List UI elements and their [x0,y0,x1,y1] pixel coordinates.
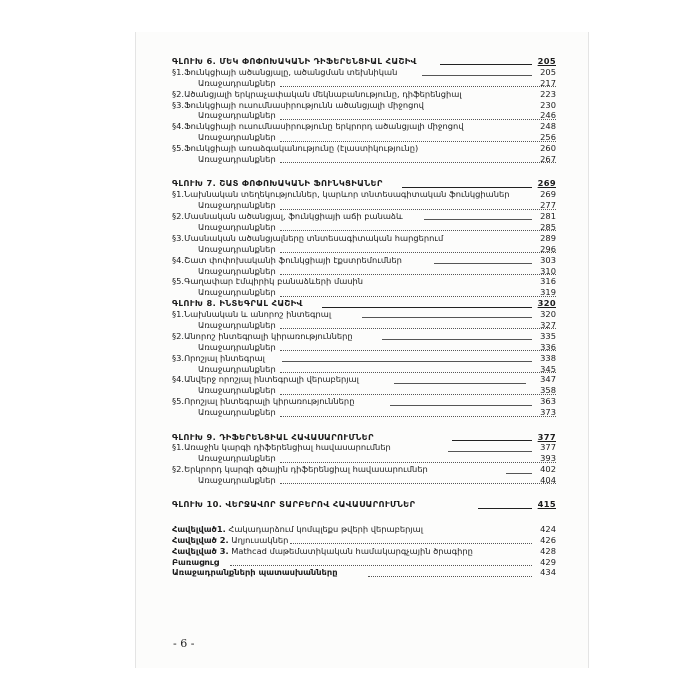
toc-entry [172,121,556,132]
leader-line [478,499,532,508]
entry-page: 281 [540,211,556,222]
chapter-page: 205 [537,56,556,66]
toc-entry [172,374,556,385]
leader-line [440,56,532,65]
entry-label: Առաջադրանքներ [198,385,276,396]
leader-line [230,557,532,566]
toc-appendix [172,546,556,557]
entry-label: §1.Առաջին կարգի դիֆերենցիալ հավասարումներ [172,442,391,453]
toc-chapter-10 [172,499,556,510]
entry-page: 377 [540,442,556,453]
toc-entry [172,276,556,287]
entry-label: Առաջադրանքներ [198,265,276,276]
toc-entry [172,309,556,320]
toc-entry [172,407,556,418]
leader-line [280,475,556,484]
leader-line [280,385,556,394]
leader-line [390,396,532,405]
entry-page: 338 [540,352,556,363]
leader-line [280,364,556,373]
toc-entry [172,200,556,211]
entry-label: §4.Ֆունկցիայի ուսումնասիրությունը երկրորդ ածանցյալի միջոցով [172,121,464,132]
entry-page: 256 [540,132,556,143]
entry-label: §1.Ֆունկցիայի ածանցյալը, ածանցման տեխնիկան [172,66,398,77]
entry-page: 373 [540,407,556,418]
entry-page: 404 [540,475,556,486]
entry-label: Առաջադրանքներ [198,407,276,418]
leader-line [506,464,532,473]
leader-line [424,211,532,220]
entry-label: Առաջադրանքներ [198,200,276,211]
entry-page: 277 [540,200,556,211]
toc-entry [172,353,556,364]
appendix-page: 426 [540,534,556,545]
entry-label: §4.Շատ փոփոխականի ֆունկցիայի էքստրեմումներ [172,254,402,265]
entry-label: §1.Նախնական և անորոշ ինտեգրալ [172,309,332,320]
entry-page: 363 [540,396,556,407]
leader-line [368,567,532,576]
leader-line [402,178,532,187]
toc-entry [172,132,556,143]
entry-page: 223 [540,88,556,99]
spacer [172,486,556,500]
appendix-page: 428 [540,545,556,556]
entry-label: Առաջադրանքներ [198,154,276,165]
leader-line [434,255,532,264]
entry-page: 345 [540,363,556,374]
entry-page: 303 [540,254,556,265]
leader-line [280,110,556,119]
page-number: - 6 - [173,637,195,650]
toc-entry [172,233,556,244]
leader-line [452,432,532,441]
entry-page: 347 [540,374,556,385]
entry-label: §2.Ածանցյալի երկրաչափական մեկնաբանությունը, դիֆերենցիալ [172,88,462,99]
toc-entry [172,78,556,89]
entry-label: Առաջադրանքներ [198,363,276,374]
entry-label: Առաջադրանքներ [198,77,276,88]
toc-chapter-6 [172,56,556,67]
entry-label: §3.Որոշյալ ինտեգրալ [172,352,265,363]
leader-line [280,132,556,141]
appendix-text: Աղյուսակներ [228,534,289,545]
leader-line [280,154,556,163]
spacer [172,510,556,524]
appendix-text: Mathcad մաթեմատիկական համակարգչային ծրագիրը [228,545,473,556]
entry-label: Առաջադրանքներ [198,319,276,330]
toc-appendix [172,535,556,546]
appendix-text: Հակադարձում կոմպլեքս թվերի վերաբերյալ [225,523,423,534]
toc-entry [172,67,556,78]
toc-entry [172,364,556,375]
spacer [172,418,556,432]
chapter-page: 415 [537,499,556,510]
toc-entry [172,189,556,200]
entry-page: 335 [540,330,556,341]
leader-line [382,331,532,340]
entry-page: 402 [540,464,556,475]
entry-label: Առաջադրանքներ [198,243,276,254]
leader-line [282,353,532,362]
entry-label: Առաջադրանքներ [198,132,276,143]
leader-line [448,442,532,451]
entry-page: 248 [540,121,556,132]
entry-page: 289 [540,232,556,243]
entry-page: 217 [540,77,556,88]
appendix-title: Առաջադրանքների պատասխանները [172,567,338,578]
leader-line [322,298,532,307]
toc-entry [172,442,556,453]
entry-page: 205 [540,66,556,77]
chapter-title: ԳԼՈՒԽ 8. ԻՆՏԵԳՐԱԼ ՀԱՇԻՎ [172,298,303,309]
leader-line [280,222,556,231]
leader-line [280,342,556,351]
toc-entry [172,266,556,277]
entry-page: 320 [540,309,556,320]
toc-entry [172,255,556,266]
entry-label: §2.Անորոշ ինտեգրալի կիրառությունները [172,330,353,341]
entry-label: Առաջադրանքներ [198,221,276,232]
entry-label: §3.Ֆունկցիայի ուսումնասիրությունն ածանցյալի միջոցով [172,99,424,110]
spacer [172,165,556,179]
leader-line [394,374,526,383]
leader-line [280,287,556,296]
appendix-page: 424 [540,523,556,534]
leader-line [280,200,556,209]
entry-label: §2.Մասնական ածանցյալ, ֆունկցիայի աճի բանաձև [172,211,403,222]
entry-label: Առաջադրանքներ [198,110,276,121]
entry-page: 285 [540,221,556,232]
toc-entry [172,143,556,154]
entry-label: Առաջադրանքներ [198,475,276,486]
appendix-title: Բառացուց [172,556,220,567]
leader-line [280,320,556,329]
toc-appendix [172,524,556,535]
entry-label: §5.Գաղափար էմպիրիկ բանաձևերի մասին [172,276,364,287]
leader-line [280,407,556,416]
entry-label: §5.Ֆունկցիայի առաձգականությունը (էլաստիկությունը) [172,143,419,154]
toc-chapter-9 [172,432,556,443]
toc-chapter-7 [172,178,556,189]
entry-page: 246 [540,110,556,121]
entry-label: §2.Երկրորդ կարգի գծային դիֆերենցիալ հավասարումներ [172,464,428,475]
entry-page: 310 [540,265,556,276]
leader-line [422,67,532,76]
chapter-page: 269 [537,178,556,189]
entry-page: 260 [540,143,556,154]
leader-line [280,266,556,275]
toc-chapter-8 [172,298,556,309]
entry-page: 269 [540,189,556,200]
toc-entry [172,475,556,486]
toc-entry [172,385,556,396]
entry-label: §4.Անվերջ որոշյալ ինտեգրալի վերաբերյալ [172,374,359,385]
leader-line [362,309,532,318]
chapter-page: 320 [537,298,556,309]
toc-entry [172,453,556,464]
toc-appendix [172,557,556,568]
toc-entry [172,287,556,298]
chapter-title: ԳԼՈՒԽ 10. ՎԵՐՋԱՎՈՐ ՏԱՐԲԵՐՈՎ ՀԱՎԱՍԱՐՈՒՄՆԵՐ [172,499,416,510]
table-of-contents [172,56,556,578]
entry-page: 393 [540,453,556,464]
leader-line [280,453,556,462]
toc-entry [172,342,556,353]
toc-entry [172,320,556,331]
entry-page: 319 [540,287,556,298]
entry-label: Առաջադրանքներ [198,453,276,464]
entry-page: 230 [540,99,556,110]
entry-page: 327 [540,319,556,330]
toc-entry [172,464,556,475]
leader-line [290,535,532,544]
entry-page: 267 [540,154,556,165]
toc-entry [172,154,556,165]
toc-entry [172,211,556,222]
entry-page: 358 [540,385,556,396]
toc-entry [172,100,556,111]
entry-label: Առաջադրանքներ [198,287,276,298]
chapter-title: ԳԼՈՒԽ 6. ՄԵԿ ՓՈՓՈԽԱԿԱՆԻ ԴԻՖԵՐԵՆՑԻԱԼ ՀԱՇԻՎ [172,56,417,66]
entry-page: 316 [540,276,556,287]
entry-label: §5.Որոշյալ ինտեգրալի կիրառությունները [172,396,355,407]
chapter-page: 377 [537,431,556,442]
toc-appendix [172,567,556,578]
toc-entry [172,110,556,121]
entry-label: §1.Նախնական տեղեկություններ, կարևոր տնտեսագիտական ֆունկցիաներ [172,189,510,200]
appendix-title: Հավելված 3. [172,545,229,556]
appendix-title: Հավելված1. [172,523,226,534]
entry-label: Առաջադրանքներ [198,341,276,352]
leader-line [280,78,556,87]
toc-entry [172,396,556,407]
appendix-page: 429 [540,556,556,567]
toc-entry [172,244,556,255]
appendix-title: Հավելված 2. [172,534,229,545]
entry-page: 336 [540,341,556,352]
chapter-title: ԳԼՈՒԽ 7. ՇԱՏ ՓՈՓՈԽԱԿԱՆԻ ՖՈՒՆԿՑԻԱՆԵՐ [172,178,383,189]
toc-entry [172,331,556,342]
toc-entry [172,89,556,100]
appendix-page: 434 [540,567,556,578]
entry-label: §3.Մասնական ածանցյալները տնտեսագիտական հարցերում [172,232,444,243]
leader-line [280,244,556,253]
entry-page: 296 [540,243,556,254]
chapter-title: ԳԼՈՒԽ 9. ԴԻՖԵՐԵՆՑԻԱԼ ՀԱՎԱՍԱՐՈՒՄՆԵՐ [172,431,374,442]
toc-entry [172,222,556,233]
